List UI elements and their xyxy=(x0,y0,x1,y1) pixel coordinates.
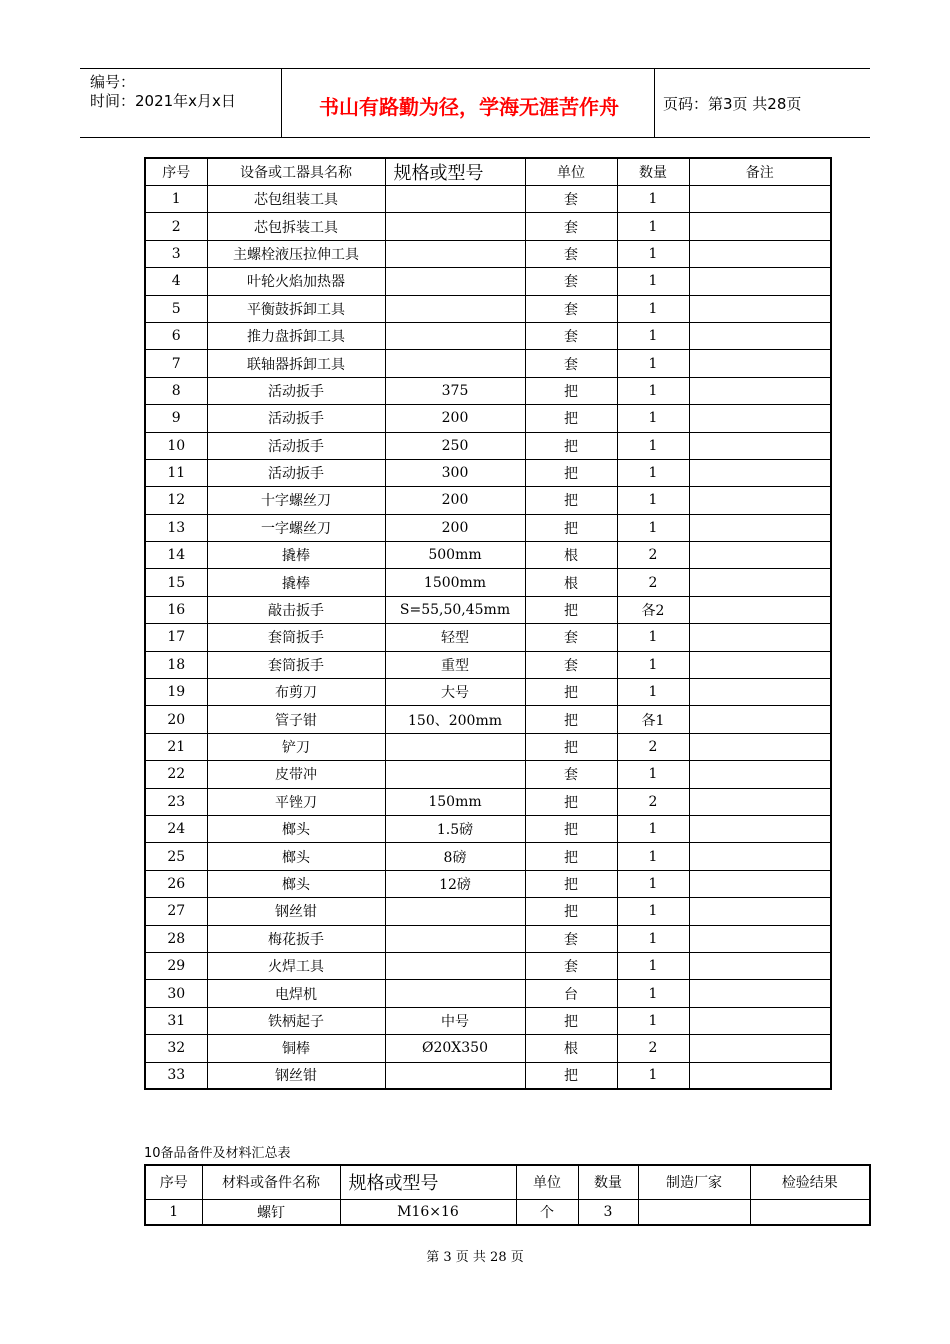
table-cell: 1 xyxy=(617,213,689,240)
table-row xyxy=(145,322,831,349)
table-cell: 28 xyxy=(145,925,207,952)
table-cell: S=55,50,45mm xyxy=(385,596,525,623)
table-cell: 4 xyxy=(145,268,207,295)
table-cell: 活动扳手 xyxy=(207,377,385,404)
table-row xyxy=(145,432,831,459)
table-cell: 1 xyxy=(617,322,689,349)
table-cell: 把 xyxy=(525,487,617,514)
table-cell: 19 xyxy=(145,679,207,706)
table-cell: 26 xyxy=(145,870,207,897)
table-cell: 主螺栓液压拉伸工具 xyxy=(207,240,385,267)
table-cell: 1 xyxy=(617,514,689,541)
table-cell: 把 xyxy=(525,459,617,486)
table-cell: 2 xyxy=(617,569,689,596)
table-cell: 375 xyxy=(385,377,525,404)
table-cell: 撬棒 xyxy=(207,542,385,569)
table-cell xyxy=(689,377,831,404)
table-cell: 1 xyxy=(617,980,689,1007)
table-cell xyxy=(689,925,831,952)
table-cell: 22 xyxy=(145,761,207,788)
table-cell: 螺钉 xyxy=(202,1199,340,1225)
table-cell: 1 xyxy=(617,350,689,377)
column-header: 单位 xyxy=(516,1165,578,1199)
table-cell xyxy=(689,432,831,459)
document-time-label: 时间：2021年x月x日 xyxy=(90,92,236,110)
table-cell xyxy=(689,1062,831,1089)
header-meta xyxy=(90,73,236,111)
table-cell: 500mm xyxy=(385,542,525,569)
table-cell: 17 xyxy=(145,624,207,651)
table-cell: 1 xyxy=(617,186,689,213)
table-cell: 15 xyxy=(145,569,207,596)
table-row xyxy=(145,843,831,870)
table-cell: 活动扳手 xyxy=(207,432,385,459)
table-row xyxy=(145,186,831,213)
table-row xyxy=(145,706,831,733)
table-cell: 榔头 xyxy=(207,870,385,897)
table-cell: 14 xyxy=(145,542,207,569)
table-cell xyxy=(385,733,525,760)
table-cell: 9 xyxy=(145,405,207,432)
table-row xyxy=(145,870,831,897)
page-footer: 第 3 页 共 28 页 xyxy=(426,1250,524,1265)
table-cell xyxy=(385,980,525,1007)
table-cell: 钢丝钳 xyxy=(207,898,385,925)
table-cell: 把 xyxy=(525,898,617,925)
table-row xyxy=(145,487,831,514)
table-cell: 活动扳手 xyxy=(207,459,385,486)
header-divider xyxy=(654,69,655,137)
table-cell: 套 xyxy=(525,295,617,322)
table-cell xyxy=(689,788,831,815)
table-cell: 芯包拆装工具 xyxy=(207,213,385,240)
table-row xyxy=(145,1199,870,1225)
table-cell: 敲击扳手 xyxy=(207,596,385,623)
table-cell: 铜棒 xyxy=(207,1035,385,1062)
table-cell xyxy=(689,322,831,349)
table-cell: 1 xyxy=(617,925,689,952)
table-cell xyxy=(385,1062,525,1089)
table-cell: 管子钳 xyxy=(207,706,385,733)
table-cell xyxy=(689,569,831,596)
table-cell: 1 xyxy=(617,268,689,295)
table-cell xyxy=(689,295,831,322)
table-cell: 套 xyxy=(525,350,617,377)
table-cell xyxy=(385,350,525,377)
table-cell xyxy=(385,268,525,295)
table-cell: 23 xyxy=(145,788,207,815)
table-cell: 套筒扳手 xyxy=(207,624,385,651)
table-cell: 1500mm xyxy=(385,569,525,596)
table-cell: 套 xyxy=(525,761,617,788)
table-cell xyxy=(689,459,831,486)
table-cell: 8磅 xyxy=(385,843,525,870)
table-cell: 芯包组装工具 xyxy=(207,186,385,213)
table-cell: 1.5磅 xyxy=(385,815,525,842)
table-cell: 1 xyxy=(617,870,689,897)
table-cell: 榔头 xyxy=(207,843,385,870)
table-cell: 把 xyxy=(525,432,617,459)
table-cell xyxy=(689,596,831,623)
table-cell: 1 xyxy=(617,624,689,651)
table-cell: 1 xyxy=(617,761,689,788)
table-cell: 把 xyxy=(525,788,617,815)
table-cell: 推力盘拆卸工具 xyxy=(207,322,385,349)
table-cell: 1 xyxy=(145,1199,202,1225)
column-header: 材料或备件名称 xyxy=(202,1165,340,1199)
table-cell: 把 xyxy=(525,679,617,706)
table-cell: M16×16 xyxy=(340,1199,516,1225)
table-row xyxy=(145,624,831,651)
header-divider xyxy=(281,69,282,137)
table-row xyxy=(145,459,831,486)
column-header: 规格或型号 xyxy=(340,1165,516,1199)
table-cell: 布剪刀 xyxy=(207,679,385,706)
table-cell xyxy=(689,268,831,295)
table-cell xyxy=(689,1035,831,1062)
table-cell xyxy=(689,624,831,651)
table-cell: 皮带冲 xyxy=(207,761,385,788)
table-cell: 把 xyxy=(525,870,617,897)
column-header: 备注 xyxy=(689,158,831,186)
table-cell: 6 xyxy=(145,322,207,349)
table-row xyxy=(145,213,831,240)
table-cell: 2 xyxy=(617,542,689,569)
header-motto: 书山有路勤为径，学海无涯苦作舟 xyxy=(319,95,619,119)
table-cell: 一字螺丝刀 xyxy=(207,514,385,541)
table-cell: 把 xyxy=(525,514,617,541)
table-cell: 27 xyxy=(145,898,207,925)
table-cell: 1 xyxy=(617,377,689,404)
table-cell xyxy=(689,405,831,432)
table-cell: 平衡鼓拆卸工具 xyxy=(207,295,385,322)
table-cell: 套 xyxy=(525,322,617,349)
table-row xyxy=(145,1007,831,1034)
table-cell: 套 xyxy=(525,186,617,213)
table-cell: 1 xyxy=(145,186,207,213)
table-cell: 把 xyxy=(525,815,617,842)
table-cell: 10 xyxy=(145,432,207,459)
document-number-label: 编号： xyxy=(90,73,136,91)
table-row xyxy=(145,925,831,952)
table-cell: 29 xyxy=(145,952,207,979)
table-cell: 25 xyxy=(145,843,207,870)
table-cell xyxy=(689,514,831,541)
table-cell: 1 xyxy=(617,459,689,486)
table-cell: 套筒扳手 xyxy=(207,651,385,678)
table-cell: 根 xyxy=(525,1035,617,1062)
table-cell xyxy=(689,651,831,678)
table-cell: 1 xyxy=(617,405,689,432)
table-cell: 把 xyxy=(525,843,617,870)
table-cell: 250 xyxy=(385,432,525,459)
table-cell: 300 xyxy=(385,459,525,486)
table-cell: 18 xyxy=(145,651,207,678)
table-cell: 30 xyxy=(145,980,207,1007)
parts-table xyxy=(144,1164,871,1226)
table-cell: 1 xyxy=(617,952,689,979)
table-row xyxy=(145,733,831,760)
table-cell: 2 xyxy=(617,1035,689,1062)
table-cell: 铁柄起子 xyxy=(207,1007,385,1034)
table-cell: Ø20X350 xyxy=(385,1035,525,1062)
table-cell: 150mm xyxy=(385,788,525,815)
table-cell: 1 xyxy=(617,487,689,514)
tools-table xyxy=(144,157,832,1090)
table-cell: 7 xyxy=(145,350,207,377)
table-cell: 21 xyxy=(145,733,207,760)
table-cell: 大号 xyxy=(385,679,525,706)
column-header: 设备或工器具名称 xyxy=(207,158,385,186)
table-cell: 1 xyxy=(617,1062,689,1089)
table-cell: 33 xyxy=(145,1062,207,1089)
table-row xyxy=(145,679,831,706)
column-header: 检验结果 xyxy=(750,1165,870,1199)
table-cell xyxy=(385,925,525,952)
table-cell: 2 xyxy=(617,788,689,815)
table-cell: 2 xyxy=(145,213,207,240)
column-header: 规格或型号 xyxy=(385,158,525,186)
table-cell: 1 xyxy=(617,651,689,678)
table-cell xyxy=(689,898,831,925)
table-cell: 中号 xyxy=(385,1007,525,1034)
table-cell: 1 xyxy=(617,679,689,706)
table-row xyxy=(145,815,831,842)
table-cell: 十字螺丝刀 xyxy=(207,487,385,514)
table-cell: 32 xyxy=(145,1035,207,1062)
table-cell: 11 xyxy=(145,459,207,486)
table-cell: 把 xyxy=(525,377,617,404)
table-cell xyxy=(385,322,525,349)
table-cell: 根 xyxy=(525,569,617,596)
table-row xyxy=(145,898,831,925)
table-cell xyxy=(689,870,831,897)
table-cell: 套 xyxy=(525,624,617,651)
table-cell: 套 xyxy=(525,213,617,240)
table-row xyxy=(145,542,831,569)
table-cell: 平锉刀 xyxy=(207,788,385,815)
table-cell xyxy=(689,761,831,788)
table-cell: 1 xyxy=(617,432,689,459)
table-cell: 把 xyxy=(525,1062,617,1089)
table-row xyxy=(145,377,831,404)
table-cell: 1 xyxy=(617,1007,689,1034)
column-header: 数量 xyxy=(578,1165,638,1199)
table-cell: 2 xyxy=(617,733,689,760)
table-row xyxy=(145,295,831,322)
column-header: 序号 xyxy=(145,1165,202,1199)
table-cell: 把 xyxy=(525,706,617,733)
table-cell xyxy=(689,706,831,733)
table-cell: 把 xyxy=(525,733,617,760)
column-header: 单位 xyxy=(525,158,617,186)
table-cell xyxy=(689,213,831,240)
table-cell: 个 xyxy=(516,1199,578,1225)
table-cell: 套 xyxy=(525,651,617,678)
table-cell: 火焊工具 xyxy=(207,952,385,979)
table-cell xyxy=(385,952,525,979)
table-cell xyxy=(689,952,831,979)
table-cell: 3 xyxy=(145,240,207,267)
table-row xyxy=(145,350,831,377)
table-cell: 1 xyxy=(617,843,689,870)
table-cell: 套 xyxy=(525,925,617,952)
table-cell xyxy=(689,240,831,267)
table-cell: 1 xyxy=(617,295,689,322)
table-cell: 根 xyxy=(525,542,617,569)
table-row xyxy=(145,514,831,541)
table-cell: 电焊机 xyxy=(207,980,385,1007)
table-cell: 榔头 xyxy=(207,815,385,842)
table-cell: 200 xyxy=(385,514,525,541)
table-row xyxy=(145,405,831,432)
table-cell xyxy=(689,350,831,377)
table-cell: 24 xyxy=(145,815,207,842)
table-cell xyxy=(750,1199,870,1225)
table-cell: 轻型 xyxy=(385,624,525,651)
table-cell: 联轴器拆卸工具 xyxy=(207,350,385,377)
table-cell: 各1 xyxy=(617,706,689,733)
table-cell xyxy=(689,487,831,514)
table-cell xyxy=(689,815,831,842)
table-cell xyxy=(689,186,831,213)
table-cell: 8 xyxy=(145,377,207,404)
table-cell: 台 xyxy=(525,980,617,1007)
column-header: 序号 xyxy=(145,158,207,186)
table-row xyxy=(145,980,831,1007)
table-cell: 1 xyxy=(617,898,689,925)
table-cell: 套 xyxy=(525,268,617,295)
table-cell: 各2 xyxy=(617,596,689,623)
table-row xyxy=(145,268,831,295)
table-cell xyxy=(689,733,831,760)
parts-table-caption: 10备品备件及材料汇总表 xyxy=(144,1146,291,1161)
table-row xyxy=(145,651,831,678)
column-header: 制造厂家 xyxy=(638,1165,750,1199)
table-cell: 套 xyxy=(525,952,617,979)
table-cell: 活动扳手 xyxy=(207,405,385,432)
table-cell xyxy=(689,980,831,1007)
column-header: 数量 xyxy=(617,158,689,186)
table-cell: 套 xyxy=(525,240,617,267)
table-row xyxy=(145,952,831,979)
table-cell xyxy=(689,843,831,870)
table-header-row xyxy=(145,1165,870,1199)
table-cell xyxy=(385,761,525,788)
table-cell: 3 xyxy=(578,1199,638,1225)
table-row xyxy=(145,788,831,815)
table-cell: 铲刀 xyxy=(207,733,385,760)
table-cell xyxy=(385,213,525,240)
table-cell: 12磅 xyxy=(385,870,525,897)
table-cell: 200 xyxy=(385,487,525,514)
table-cell xyxy=(385,186,525,213)
table-cell: 1 xyxy=(617,815,689,842)
table-row xyxy=(145,569,831,596)
table-cell xyxy=(385,295,525,322)
table-cell: 31 xyxy=(145,1007,207,1034)
table-cell: 13 xyxy=(145,514,207,541)
table-cell: 叶轮火焰加热器 xyxy=(207,268,385,295)
table-cell: 梅花扳手 xyxy=(207,925,385,952)
table-cell: 把 xyxy=(525,596,617,623)
table-cell: 撬棒 xyxy=(207,569,385,596)
table-cell xyxy=(689,542,831,569)
table-cell: 重型 xyxy=(385,651,525,678)
page-header xyxy=(80,68,870,138)
table-cell: 把 xyxy=(525,1007,617,1034)
table-cell: 200 xyxy=(385,405,525,432)
table-cell xyxy=(689,1007,831,1034)
table-cell: 把 xyxy=(525,405,617,432)
table-cell: 5 xyxy=(145,295,207,322)
table-cell: 1 xyxy=(617,240,689,267)
table-cell xyxy=(385,240,525,267)
table-cell xyxy=(385,898,525,925)
header-page-info: 页码：第3页 共28页 xyxy=(663,95,802,113)
table-cell xyxy=(689,679,831,706)
table-row xyxy=(145,596,831,623)
table-row xyxy=(145,1062,831,1089)
table-row xyxy=(145,240,831,267)
table-cell xyxy=(638,1199,750,1225)
table-cell: 12 xyxy=(145,487,207,514)
table-row xyxy=(145,1035,831,1062)
table-cell: 150、200mm xyxy=(385,706,525,733)
table-header-row xyxy=(145,158,831,186)
table-row xyxy=(145,761,831,788)
table-cell: 钢丝钳 xyxy=(207,1062,385,1089)
table-cell: 16 xyxy=(145,596,207,623)
table-cell: 20 xyxy=(145,706,207,733)
